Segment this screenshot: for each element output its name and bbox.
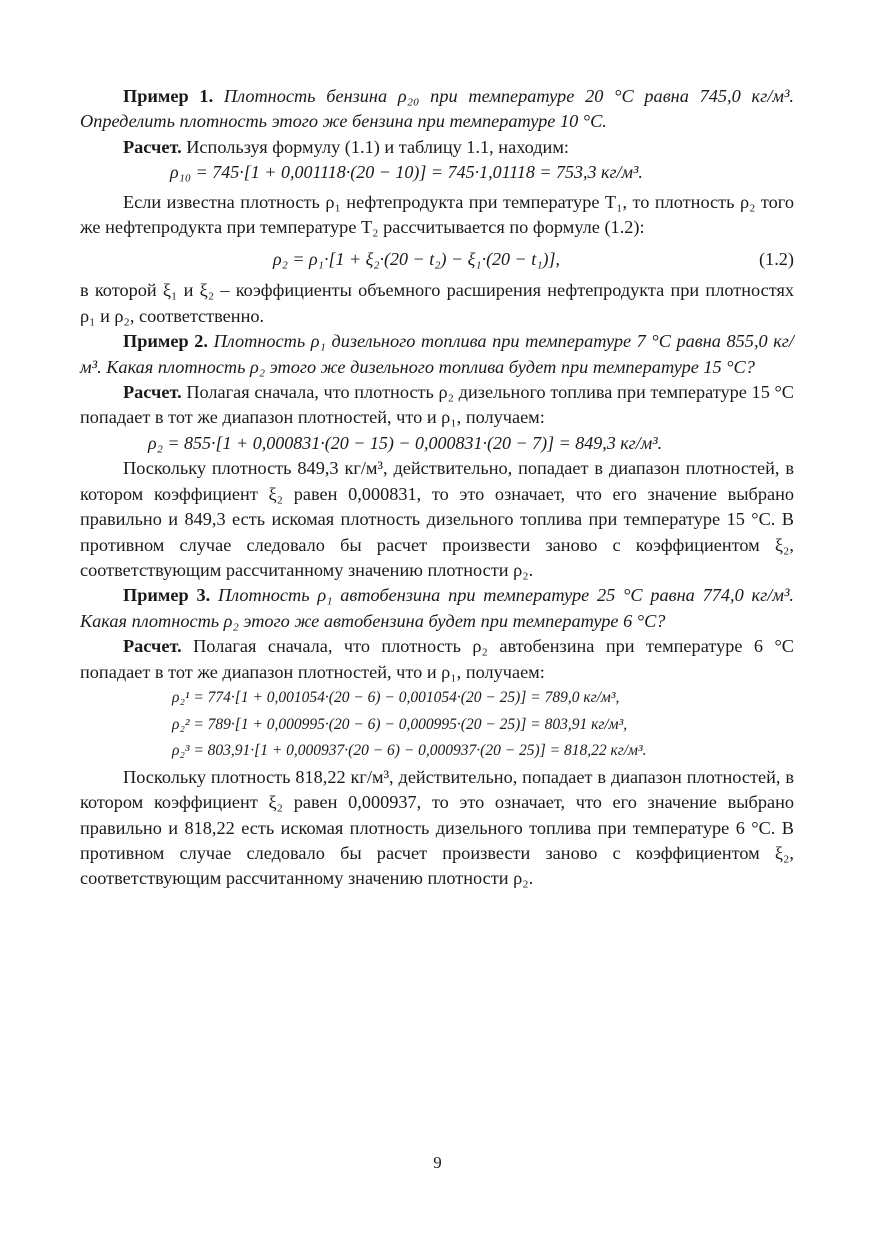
calculation-3: [80, 634, 794, 685]
equation-number: (1.2): [758, 249, 794, 270]
equation-1-2: [80, 240, 794, 278]
example-text: Плотность бензина ρ₂₀ при температуре 20 °С равна 745,0 кг/м³. Определить плотность этого же бензина при температуре 10 °С.: [80, 86, 794, 132]
equation-rho10: ρ₁₀ = 745·[1 + 0,001118·(20 − 10)] = 745·1,01118 = 753,3 кг/м³.: [170, 162, 643, 183]
formula-intro: Если известна плотность ρ₁ нефтепродукта при температуре T₁, то плотность ρ₂ того же нефтепродукта при температуре T₂ рассчитывается по формуле (1.2):: [80, 191, 794, 238]
page-body: [80, 84, 794, 892]
example-label: Пример 2.: [123, 331, 208, 352]
page-number: 9: [433, 1153, 442, 1172]
example-label: Пример 3.: [123, 585, 211, 606]
example-2-heading: [80, 329, 794, 380]
equation-iteration-2: ρ₂² = 789·[1 + 0,000995·(20 − 6) − 0,000995·(20 − 25)] = 803,91 кг/м³,: [172, 715, 628, 733]
calculation-label: Расчет.: [123, 382, 182, 403]
equation-body: ρ₂ = ρ₁·[1 + ξ₂·(20 − t₂) − ξ₁·(20 − t₁)],: [273, 249, 560, 270]
check-paragraph-2: Поскольку плотность 849,3 кг/м³, действительно, попадает в диапазон плотностей, в котором коэффициент ξ₂ равен 0,000831, то это означает, что его значение выбрано правильно и 849,3 есть искомая плотность дизельного топлива при температуре 15 °С. В противном случае следовало бы расчет произвести заново с коэффициентом ξ₂, соответствующим рассчитанному значению плотности ρ₂.: [80, 458, 794, 580]
calculation-text: Полагая сначала, что плотность ρ₂ автобензина при температуре 6 °С попадает в тот же диапазон плотностей, что и ρ₁, получаем:: [80, 636, 794, 682]
example-text: Плотность ρ₁ автобензина при температуре 25 °С равна 774,0 кг/м³. Какая плотность ρ₂ этого же автобензина будет при температуре 6 °С?: [80, 585, 794, 631]
calculation-text: Используя формулу (1.1) и таблицу 1.1, находим:: [186, 136, 569, 157]
equation-iteration-1: ρ₂¹ = 774·[1 + 0,001054·(20 − 6) − 0,001054·(20 − 25)] = 789,0 кг/м³,: [172, 688, 620, 706]
example-1-heading: [80, 84, 794, 135]
check-paragraph-3: Поскольку плотность 818,22 кг/м³, действительно, попадает в диапазон плотностей, в котором коэффициент ξ₂ равен 0,000937, то это означает, что его значение выбрано правильно и 818,22 есть искомая плотность дизельного топлива при температуре 6 °С. В противном случае следовало бы расчет произвести заново с коэффициентом ξ₂, соответствующим рассчитанному значению плотности ρ₂.: [80, 766, 794, 889]
calculation-2: [80, 380, 794, 431]
calculation-1: [80, 135, 794, 160]
calculation-label: Расчет.: [123, 136, 182, 157]
calculation-text: Полагая сначала, что плотность ρ₂ дизельного топлива при температуре 15 °С попадает в тот же диапазон плотностей, что и ρ₁, получаем:: [80, 382, 794, 428]
example-label: Пример 1.: [123, 86, 214, 106]
coefficient-explanation: в которой ξ₁ и ξ₂ – коэффициенты объемного расширения нефтепродукта при плотностях ρ₁ и ρ₂, соответственно.: [80, 280, 794, 326]
equation-iteration-3: ρ₂³ = 803,91·[1 + 0,000937·(20 − 6) − 0,000937·(20 − 25)] = 818,22 кг/м³.: [172, 742, 647, 760]
equation-diesel: ρ₂ = 855·[1 + 0,000831·(20 − 15) − 0,000831·(20 − 7)] = 849,3 кг/м³.: [148, 432, 663, 453]
example-3-heading: [80, 583, 794, 634]
calculation-label: Расчет.: [123, 636, 182, 657]
example-text: Плотность ρ₁ дизельного топлива при температуре 7 °С равна 855,0 кг/м³. Какая плотность ρ₂ этого же дизельного топлива будет при температуре 15 °С?: [80, 331, 795, 377]
